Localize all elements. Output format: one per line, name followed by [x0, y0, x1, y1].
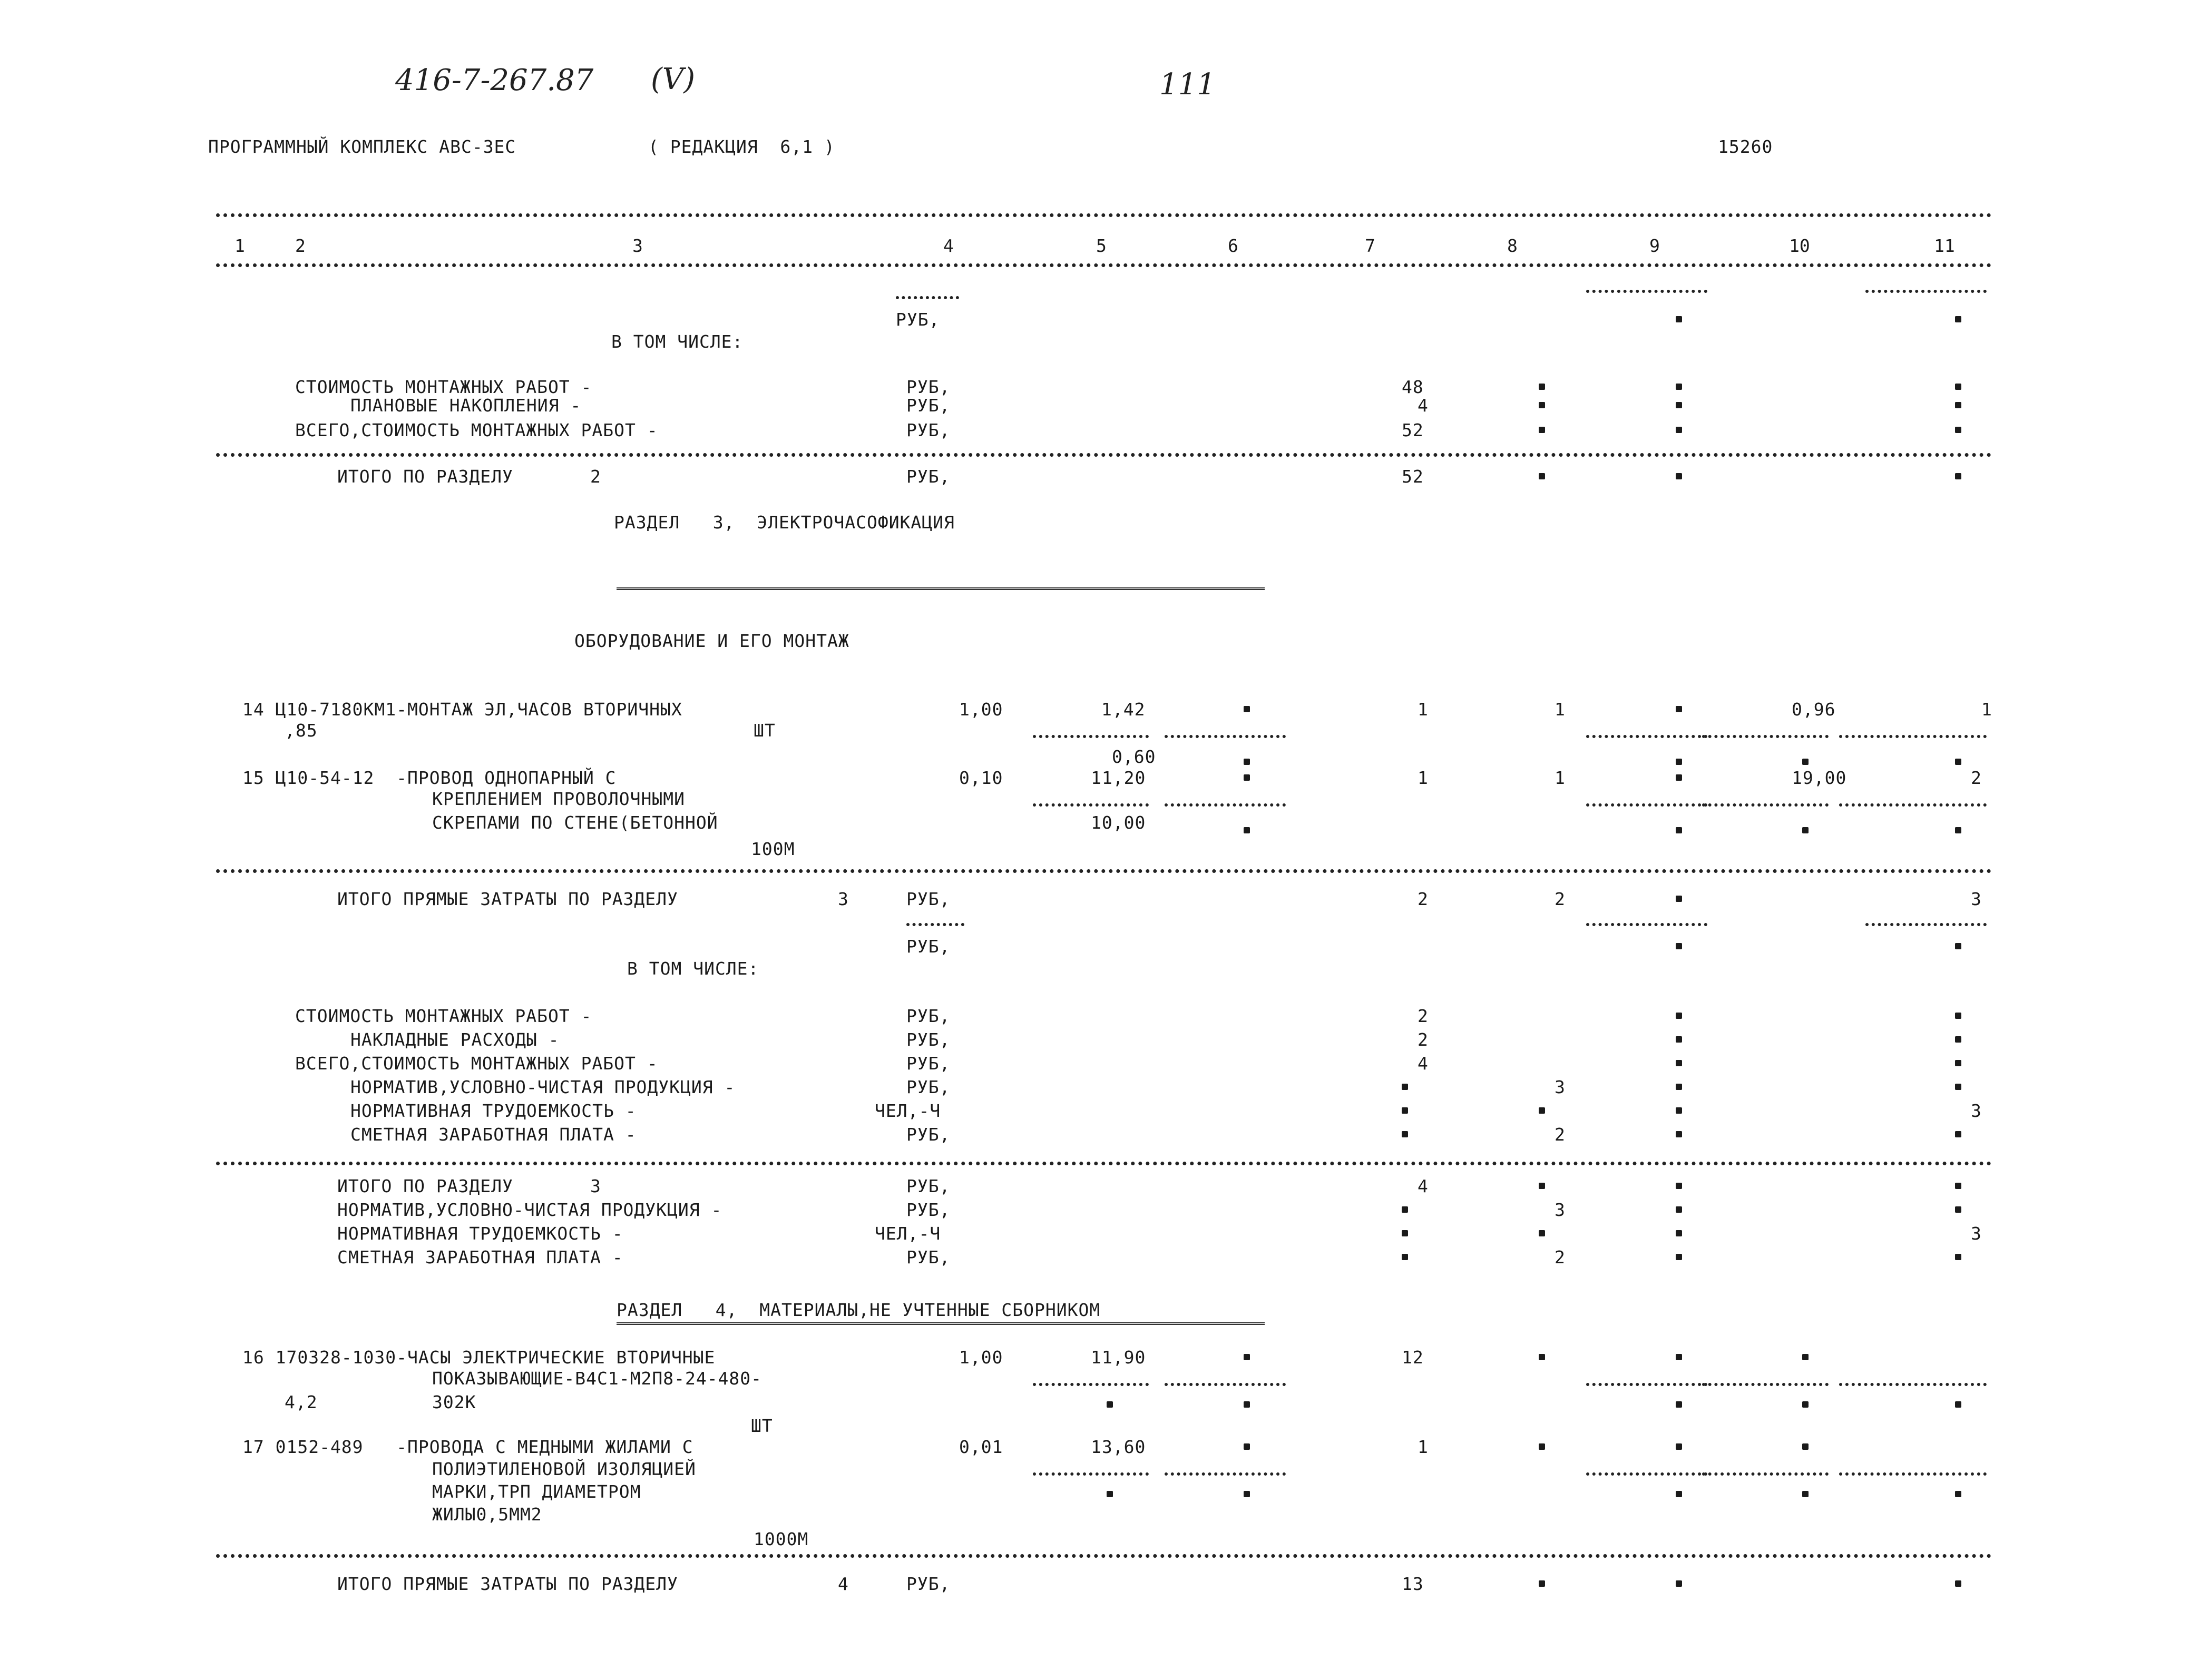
empty-cell-mark — [1676, 759, 1682, 765]
estimate-text: 2 — [1418, 1029, 1429, 1050]
empty-cell-mark — [1676, 1206, 1682, 1213]
estimate-text: 3 — [1971, 1101, 1982, 1121]
cell-underline — [1865, 923, 1987, 926]
empty-cell-mark — [1539, 427, 1545, 433]
estimate-text: ,85 — [285, 720, 318, 741]
empty-cell-mark — [1107, 1491, 1113, 1497]
empty-cell-mark — [1402, 1254, 1408, 1260]
estimate-text: 4 — [1418, 1053, 1429, 1074]
estimate-text: РУБ, — [906, 1029, 951, 1050]
cell-underline — [1839, 803, 1987, 807]
empty-cell-mark — [1955, 384, 1961, 390]
estimate-text: 1 — [1418, 1437, 1429, 1457]
empty-cell-mark — [1955, 1491, 1961, 1497]
empty-cell-mark — [1955, 759, 1961, 765]
estimate-text: РУБ, — [906, 1053, 951, 1074]
estimate-text: 0,96 — [1792, 699, 1836, 720]
empty-cell-mark — [1802, 827, 1809, 833]
cell-underline — [1702, 803, 1829, 807]
edition-header: ( РЕДАКЦИЯ 6,1 ) — [648, 136, 835, 157]
estimate-text: 10,00 — [1091, 812, 1146, 833]
empty-cell-mark — [1802, 1401, 1809, 1408]
empty-cell-mark — [1676, 316, 1682, 322]
empty-cell-mark — [1676, 1131, 1682, 1137]
empty-cell-mark — [1955, 1254, 1961, 1260]
estimate-text: 3 — [1971, 889, 1982, 909]
empty-cell-mark — [1244, 774, 1250, 781]
dotted-rule — [216, 1554, 1992, 1558]
empty-cell-mark — [1402, 1084, 1408, 1090]
cell-underline — [1033, 735, 1149, 738]
empty-cell-mark — [1676, 1036, 1682, 1043]
estimate-text: 52 — [1402, 466, 1424, 487]
empty-cell-mark — [1676, 473, 1682, 479]
column-header: 10 — [1789, 235, 1810, 256]
empty-cell-mark — [1402, 1230, 1408, 1236]
cell-underline — [906, 923, 964, 926]
empty-cell-mark — [1955, 1580, 1961, 1587]
estimate-text: РУБ, — [906, 395, 951, 416]
dotted-rule — [216, 1162, 1992, 1165]
empty-cell-mark — [1955, 1401, 1961, 1408]
estimate-text: 19,00 — [1792, 768, 1847, 788]
program-header: ПРОГРАММНЫЙ КОМПЛЕКС АВС-3ЕС — [208, 136, 516, 157]
estimate-text: 0,60 — [1112, 746, 1156, 767]
estimate-text: 1 — [1418, 699, 1429, 720]
estimate-text: ВСЕГО,СТОИМОСТЬ МОНТАЖНЫХ РАБОТ - — [295, 1053, 658, 1074]
empty-cell-mark — [1955, 402, 1961, 408]
estimate-text: ОБОРУДОВАНИЕ И ЕГО МОНТАЖ — [574, 631, 849, 651]
estimate-text: 0,01 — [959, 1437, 1003, 1457]
cell-underline — [1865, 290, 1987, 293]
empty-cell-mark — [1244, 1491, 1250, 1497]
empty-cell-mark — [1955, 1036, 1961, 1043]
estimate-text: 13,60 — [1091, 1437, 1146, 1457]
column-header: 4 — [943, 235, 954, 256]
empty-cell-mark — [1676, 384, 1682, 390]
estimate-text: РУБ, — [906, 377, 951, 397]
empty-cell-mark — [1676, 774, 1682, 781]
cell-underline — [1586, 735, 1707, 738]
estimate-text: СТОИМОСТЬ МОНТАЖНЫХ РАБОТ - — [295, 377, 592, 397]
empty-cell-mark — [1955, 1060, 1961, 1066]
empty-cell-mark — [1676, 1443, 1682, 1450]
estimate-text: ШТ — [751, 1416, 773, 1436]
estimate-text: РУБ, — [906, 1124, 951, 1145]
empty-cell-mark — [1676, 706, 1682, 712]
empty-cell-mark — [1802, 1491, 1809, 1497]
estimate-text: НАКЛАДНЫЕ РАСХОДЫ - — [350, 1029, 560, 1050]
empty-cell-mark — [1676, 827, 1682, 833]
estimate-text: 4 — [1418, 395, 1429, 416]
dotted-rule — [216, 453, 1992, 457]
cell-underline — [1165, 803, 1286, 807]
empty-cell-mark — [1244, 759, 1250, 765]
estimate-text: НОРМАТИВНАЯ ТРУДОЕМКОСТЬ - — [337, 1223, 623, 1244]
estimate-text: РУБ, — [906, 889, 951, 909]
double-rule — [617, 1322, 1265, 1325]
estimate-text: 2 — [1418, 889, 1429, 909]
dotted-rule — [216, 213, 1992, 217]
empty-cell-mark — [1955, 473, 1961, 479]
estimate-text: СКРЕПАМИ ПО СТЕНЕ(БЕТОННОЙ — [432, 812, 718, 833]
empty-cell-mark — [1676, 1084, 1682, 1090]
cell-underline — [1586, 923, 1707, 926]
empty-cell-mark — [1402, 1107, 1408, 1114]
estimate-text: ЧЕЛ,-Ч — [875, 1101, 941, 1121]
estimate-text: 1 — [1555, 699, 1566, 720]
empty-cell-mark — [1402, 1206, 1408, 1213]
estimate-text: 3 — [838, 889, 849, 909]
cell-underline — [1033, 1383, 1149, 1386]
estimate-text: 16 170328-1030-ЧАСЫ ЭЛЕКТРИЧЕСКИЕ ВТОРИЧНЫЕ — [242, 1347, 716, 1368]
estimate-text: 17 0152-489 -ПРОВОДА С МЕДНЫМИ ЖИЛАМИ С — [242, 1437, 693, 1457]
cell-underline — [1839, 1383, 1987, 1386]
cell-underline — [1033, 803, 1149, 807]
estimate-text: РАЗДЕЛ 4, МАТЕРИАЛЫ,НЕ УЧТЕННЫЕ СБОРНИКОМ — [617, 1300, 1101, 1320]
empty-cell-mark — [1244, 1354, 1250, 1360]
empty-cell-mark — [1539, 384, 1545, 390]
column-header: 2 — [295, 235, 306, 256]
estimate-text: РУБ, — [906, 1574, 951, 1594]
empty-cell-mark — [1955, 316, 1961, 322]
cell-underline — [1586, 803, 1707, 807]
estimate-text: ПОКАЗЫВАЮЩИЕ-В4С1-М2П8-24-480- — [432, 1368, 763, 1389]
empty-cell-mark — [1955, 943, 1961, 949]
handwritten-project-code: 416-7-267.87 — [395, 63, 594, 97]
estimate-text: РУБ, — [906, 1077, 951, 1097]
estimate-text: РУБ, — [906, 936, 951, 957]
empty-cell-mark — [1676, 1354, 1682, 1360]
estimate-text: 4 — [1418, 1176, 1429, 1196]
estimate-text: РУБ, — [906, 1176, 951, 1196]
empty-cell-mark — [1539, 1443, 1545, 1450]
estimate-text: КРЕПЛЕНИЕМ ПРОВОЛОЧНЫМИ — [432, 789, 685, 809]
estimate-text: 2 — [1418, 1006, 1429, 1026]
empty-cell-mark — [1676, 427, 1682, 433]
empty-cell-mark — [1107, 1401, 1113, 1408]
empty-cell-mark — [1955, 1183, 1961, 1189]
estimate-text: СМЕТНАЯ ЗАРАБОТНАЯ ПЛАТА - — [350, 1124, 637, 1145]
estimate-text: ПОЛИЭТИЛЕНОВОЙ ИЗОЛЯЦИЕЙ — [432, 1459, 696, 1479]
estimate-text: 4 — [838, 1574, 849, 1594]
empty-cell-mark — [1676, 402, 1682, 408]
estimate-text: 11,20 — [1091, 768, 1146, 788]
estimate-text: 2 — [1555, 889, 1566, 909]
estimate-text: 3 — [1971, 1223, 1982, 1244]
cell-underline — [1839, 1472, 1987, 1476]
estimate-text: 100М — [751, 839, 795, 859]
estimate-text: 0,10 — [959, 768, 1003, 788]
cell-underline — [1702, 735, 1829, 738]
estimate-text: 14 Ц10-7180КМ1-МОНТАЖ ЭЛ,ЧАСОВ ВТОРИЧНЫХ — [242, 699, 682, 720]
empty-cell-mark — [1402, 1131, 1408, 1137]
empty-cell-mark — [1676, 1401, 1682, 1408]
estimate-text: 15 Ц10-54-12 -ПРОВОД ОДНОПАРНЫЙ С — [242, 768, 617, 788]
estimate-text: 4,2 — [285, 1392, 318, 1412]
estimate-text: 1000М — [754, 1529, 809, 1549]
estimate-text: РУБ, — [896, 309, 940, 330]
estimate-text: 1 — [1981, 699, 1992, 720]
estimate-text: 11,90 — [1091, 1347, 1146, 1368]
empty-cell-mark — [1802, 1443, 1809, 1450]
empty-cell-mark — [1539, 1107, 1545, 1114]
estimate-text: 1,42 — [1101, 699, 1146, 720]
empty-cell-mark — [1676, 1491, 1682, 1497]
cell-underline — [1586, 1383, 1707, 1386]
estimate-text: РАЗДЕЛ 3, ЭЛЕКТРОЧАСОФИКАЦИЯ — [614, 512, 955, 533]
estimate-text: РУБ, — [906, 1006, 951, 1026]
handwritten-volume: (V) — [651, 62, 696, 96]
estimate-text: 302К — [432, 1392, 476, 1412]
estimate-text: СТОИМОСТЬ МОНТАЖНЫХ РАБОТ - — [295, 1006, 592, 1026]
column-header: 3 — [632, 235, 643, 256]
empty-cell-mark — [1539, 402, 1545, 408]
column-header: 6 — [1228, 235, 1238, 256]
estimate-text: ВСЕГО,СТОИМОСТЬ МОНТАЖНЫХ РАБОТ - — [295, 420, 658, 440]
dotted-rule — [216, 263, 1992, 267]
estimate-text: ИТОГО ПРЯМЫЕ ЗАТРАТЫ ПО РАЗДЕЛУ — [337, 889, 678, 909]
estimate-text: 1,00 — [959, 1347, 1003, 1368]
estimate-text: 1 — [1418, 768, 1429, 788]
empty-cell-mark — [1676, 1060, 1682, 1066]
empty-cell-mark — [1955, 1013, 1961, 1019]
estimate-text: 3 — [1555, 1200, 1566, 1220]
estimate-text: СМЕТНАЯ ЗАРАБОТНАЯ ПЛАТА - — [337, 1247, 623, 1268]
empty-cell-mark — [1955, 427, 1961, 433]
empty-cell-mark — [1676, 1254, 1682, 1260]
column-header: 8 — [1507, 235, 1518, 256]
cell-underline — [1586, 290, 1707, 293]
empty-cell-mark — [1955, 1084, 1961, 1090]
column-header: 1 — [234, 235, 245, 256]
estimate-text: 1,00 — [959, 699, 1003, 720]
cell-underline — [1165, 1472, 1286, 1476]
cell-underline — [1165, 1383, 1286, 1386]
empty-cell-mark — [1244, 1443, 1250, 1450]
estimate-text: РУБ, — [906, 466, 951, 487]
column-header: 9 — [1649, 235, 1660, 256]
dotted-rule — [216, 869, 1992, 873]
double-rule — [617, 587, 1265, 590]
estimate-text: МАРКИ,ТРП ДИАМЕТРОМ — [432, 1481, 641, 1502]
empty-cell-mark — [1539, 1183, 1545, 1189]
cell-underline — [1839, 735, 1987, 738]
estimate-text: 12 — [1402, 1347, 1424, 1368]
estimate-text: 2 — [590, 466, 601, 487]
empty-cell-mark — [1955, 827, 1961, 833]
estimate-text: 48 — [1402, 377, 1424, 397]
estimate-text: РУБ, — [906, 1200, 951, 1220]
empty-cell-mark — [1676, 896, 1682, 902]
document-number: 15260 — [1718, 136, 1773, 157]
empty-cell-mark — [1539, 473, 1545, 479]
empty-cell-mark — [1676, 1580, 1682, 1587]
estimate-text: 2 — [1555, 1247, 1566, 1268]
estimate-text: ПЛАНОВЫЕ НАКОПЛЕНИЯ - — [350, 395, 582, 416]
handwritten-page-number: 111 — [1159, 67, 1216, 102]
estimate-text: 2 — [1555, 1124, 1566, 1145]
estimate-text: ИТОГО ПО РАЗДЕЛУ — [337, 466, 513, 487]
empty-cell-mark — [1955, 1131, 1961, 1137]
estimate-text: ШТ — [754, 720, 776, 741]
column-header: 5 — [1096, 235, 1107, 256]
estimate-text: РУБ, — [906, 420, 951, 440]
cell-underline — [1586, 1472, 1707, 1476]
estimate-text: 3 — [1555, 1077, 1566, 1097]
empty-cell-mark — [1676, 1183, 1682, 1189]
estimate-text: 13 — [1402, 1574, 1424, 1594]
empty-cell-mark — [1802, 759, 1809, 765]
empty-cell-mark — [1955, 1206, 1961, 1213]
empty-cell-mark — [1676, 1230, 1682, 1236]
estimate-text: НОРМАТИВ,УСЛОВНО-ЧИСТАЯ ПРОДУКЦИЯ - — [350, 1077, 736, 1097]
estimate-text: ЖИЛЫ0,5ММ2 — [432, 1504, 542, 1525]
column-header: 11 — [1934, 235, 1955, 256]
empty-cell-mark — [1676, 1013, 1682, 1019]
estimate-text: НОРМАТИВНАЯ ТРУДОЕМКОСТЬ - — [350, 1101, 637, 1121]
estimate-text: ИТОГО ПРЯМЫЕ ЗАТРАТЫ ПО РАЗДЕЛУ — [337, 1574, 678, 1594]
empty-cell-mark — [1244, 706, 1250, 712]
estimate-text: ЧЕЛ,-Ч — [875, 1223, 941, 1244]
estimate-text: РУБ, — [906, 1247, 951, 1268]
cell-underline — [1165, 735, 1286, 738]
cell-underline — [1033, 1472, 1149, 1476]
estimate-text: НОРМАТИВ,УСЛОВНО-ЧИСТАЯ ПРОДУКЦИЯ - — [337, 1200, 722, 1220]
empty-cell-mark — [1676, 1107, 1682, 1114]
cell-underline — [1702, 1472, 1829, 1476]
empty-cell-mark — [1539, 1354, 1545, 1360]
estimate-text: В ТОМ ЧИСЛЕ: — [627, 958, 759, 979]
column-header: 7 — [1365, 235, 1375, 256]
estimate-text: ИТОГО ПО РАЗДЕЛУ — [337, 1176, 513, 1196]
empty-cell-mark — [1539, 1230, 1545, 1236]
empty-cell-mark — [1244, 827, 1250, 833]
empty-cell-mark — [1539, 1580, 1545, 1587]
estimate-text: 2 — [1971, 768, 1982, 788]
estimate-text: 1 — [1555, 768, 1566, 788]
empty-cell-mark — [1676, 943, 1682, 949]
cell-underline — [1702, 1383, 1829, 1386]
estimate-text: 3 — [590, 1176, 601, 1196]
empty-cell-mark — [1244, 1401, 1250, 1408]
cell-underline — [896, 296, 959, 299]
estimate-text: В ТОМ ЧИСЛЕ: — [611, 331, 744, 352]
empty-cell-mark — [1802, 1354, 1809, 1360]
estimate-text: 52 — [1402, 420, 1424, 440]
